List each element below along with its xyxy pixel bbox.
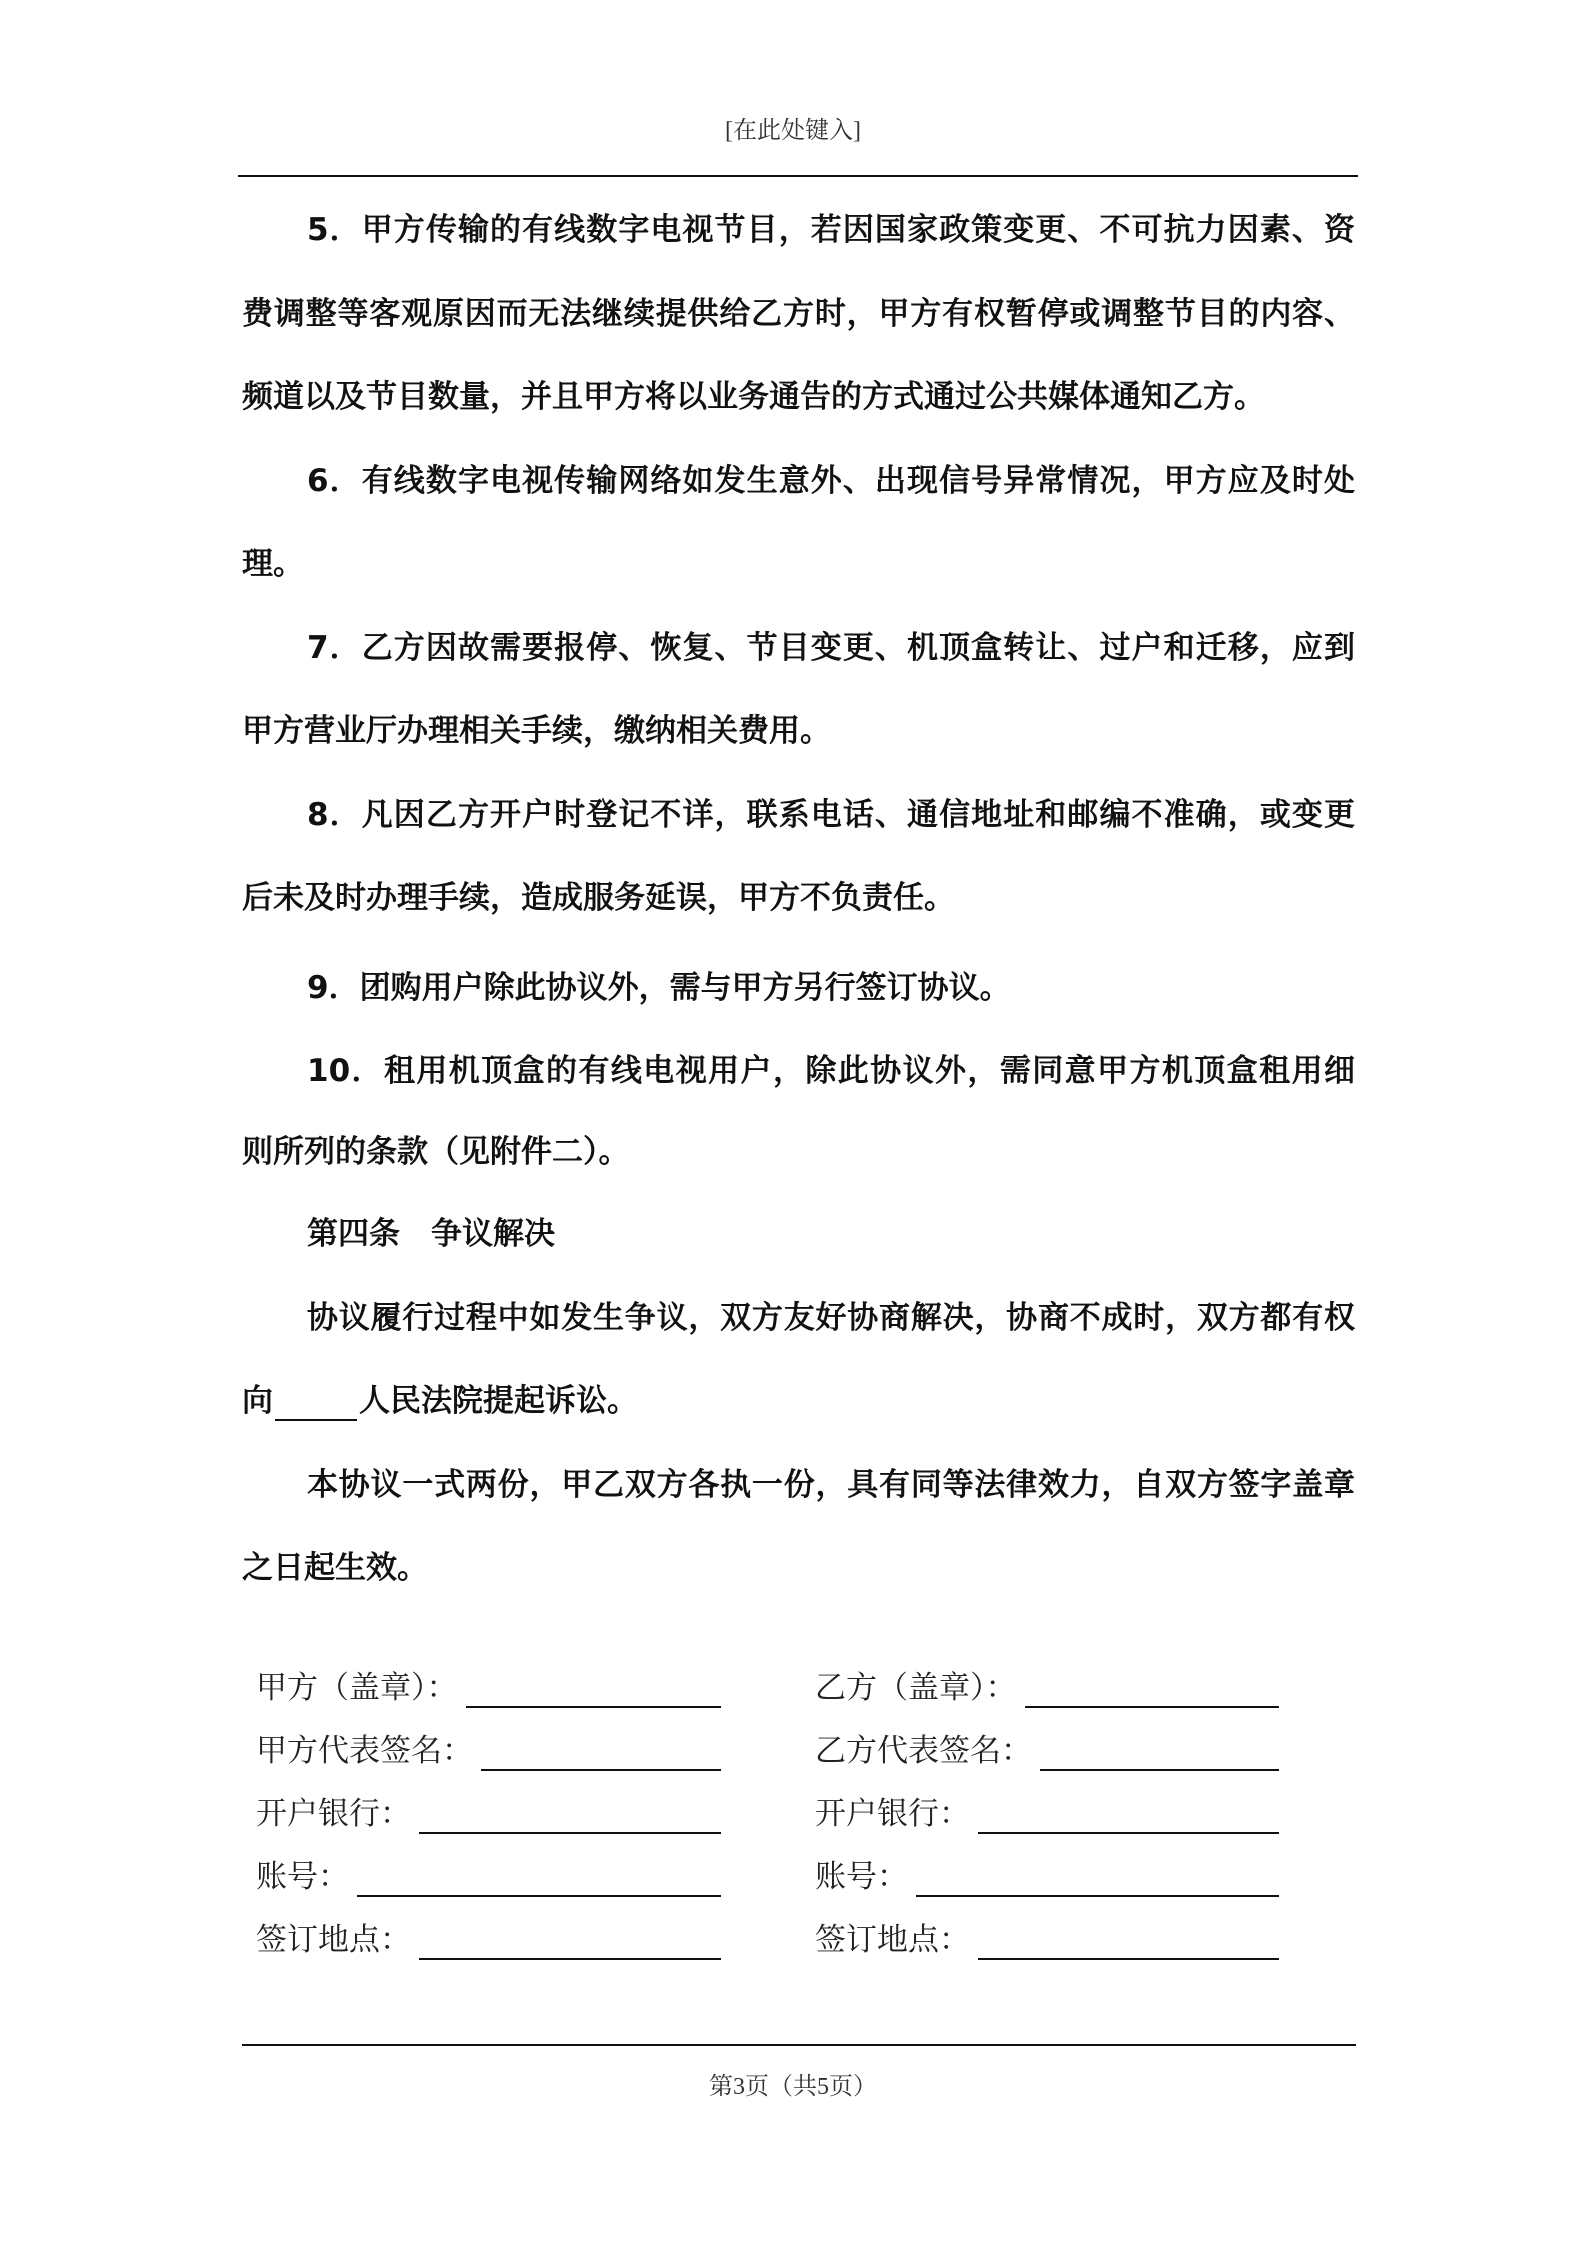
sig-label: 乙方代表签名： (815, 1733, 1032, 1768)
sig-party-a-place (256, 1920, 721, 1960)
footer-divider (242, 2044, 1356, 2046)
sig-label: 账号： (256, 1859, 349, 1894)
sig-label: 乙方（盖章）： (815, 1670, 1017, 1705)
clause-5-line: 频道以及节目数量，并且甲方将以业务通告的方式通过公共媒体通知乙方。 (242, 379, 1265, 415)
clause-8-line: 后未及时办理手续，造成服务延误，甲方不负责任。 (242, 880, 955, 916)
sig-blank[interactable] (419, 1806, 721, 1834)
clause-7-line: 甲方营业厅办理相关手续，缴纳相关费用。 (242, 713, 831, 749)
sig-label: 开户银行： (815, 1796, 970, 1831)
sig-blank[interactable] (978, 1932, 1279, 1960)
clause-6-line: 6．有线数字电视传输网络如发生意外、出现信号异常情况，甲方应及时处 (307, 463, 1355, 499)
sig-party-a-rep (256, 1731, 721, 1771)
sig-party-b-place (815, 1920, 1279, 1960)
sig-label: 账号： (815, 1859, 908, 1894)
page-header: [在此处键入] (725, 118, 861, 144)
sig-label: 开户银行： (256, 1796, 411, 1831)
effect-line: 本协议一式两份，甲乙双方各执一份，具有同等法律效力，自双方签字盖章 (307, 1467, 1355, 1503)
sig-blank[interactable] (419, 1932, 721, 1960)
page-number: 第3页（共5页） (709, 2074, 877, 2100)
clause-9-line: 9．团购用户除此协议外，需与甲方另行签订协议。 (307, 970, 1011, 1006)
sig-label: 签订地点： (256, 1922, 411, 1957)
effect-line: 之日起生效。 (242, 1550, 428, 1586)
sig-blank[interactable] (357, 1869, 721, 1897)
sig-party-a-seal (256, 1668, 721, 1708)
clause-5-line: 5．甲方传输的有线数字电视节目，若因国家政策变更、不可抗力因素、资 (307, 212, 1355, 248)
dispute-text: 人民法院提起诉讼。 (359, 1383, 638, 1419)
sig-blank[interactable] (1025, 1680, 1280, 1708)
sig-blank[interactable] (466, 1680, 722, 1708)
sig-party-a-bank (256, 1794, 721, 1834)
sig-label: 甲方代表签名： (256, 1733, 473, 1768)
clause-5-line: 费调整等客观原因而无法继续提供给乙方时，甲方有权暂停或调整节目的内容、 (242, 296, 1355, 332)
header-divider (238, 175, 1358, 177)
sig-party-a-account (256, 1857, 721, 1897)
sig-party-b-bank (815, 1794, 1279, 1834)
clause-10-line: 10．租用机顶盒的有线电视用户，除此协议外，需同意甲方机顶盒租用细 (307, 1053, 1355, 1089)
clause-6-line: 理。 (242, 546, 304, 582)
sig-blank[interactable] (978, 1806, 1279, 1834)
sig-party-b-account (815, 1857, 1279, 1897)
clause-10-line: 则所列的条款（见附件二）。 (242, 1134, 630, 1170)
sig-party-b-rep (815, 1731, 1279, 1771)
sig-blank[interactable] (916, 1869, 1279, 1897)
sig-label: 签订地点： (815, 1922, 970, 1957)
dispute-text: 向 (242, 1383, 273, 1419)
court-blank[interactable] (275, 1389, 357, 1421)
sig-blank[interactable] (1040, 1743, 1279, 1771)
clause-7-line: 7．乙方因故需要报停、恢复、节目变更、机顶盒转让、过户和迁移，应到 (307, 630, 1355, 666)
clause-8-line: 8．凡因乙方开户时登记不详，联系电话、通信地址和邮编不准确，或变更 (307, 797, 1355, 833)
sig-party-b-seal (815, 1668, 1279, 1708)
dispute-line: 协议履行过程中如发生争议，双方友好协商解决，协商不成时，双方都有权 (307, 1300, 1355, 1336)
sig-label: 甲方（盖章）： (256, 1670, 458, 1705)
section-heading: 第四条 争议解决 (307, 1216, 555, 1252)
sig-blank[interactable] (481, 1743, 721, 1771)
dispute-line (242, 1381, 1355, 1421)
